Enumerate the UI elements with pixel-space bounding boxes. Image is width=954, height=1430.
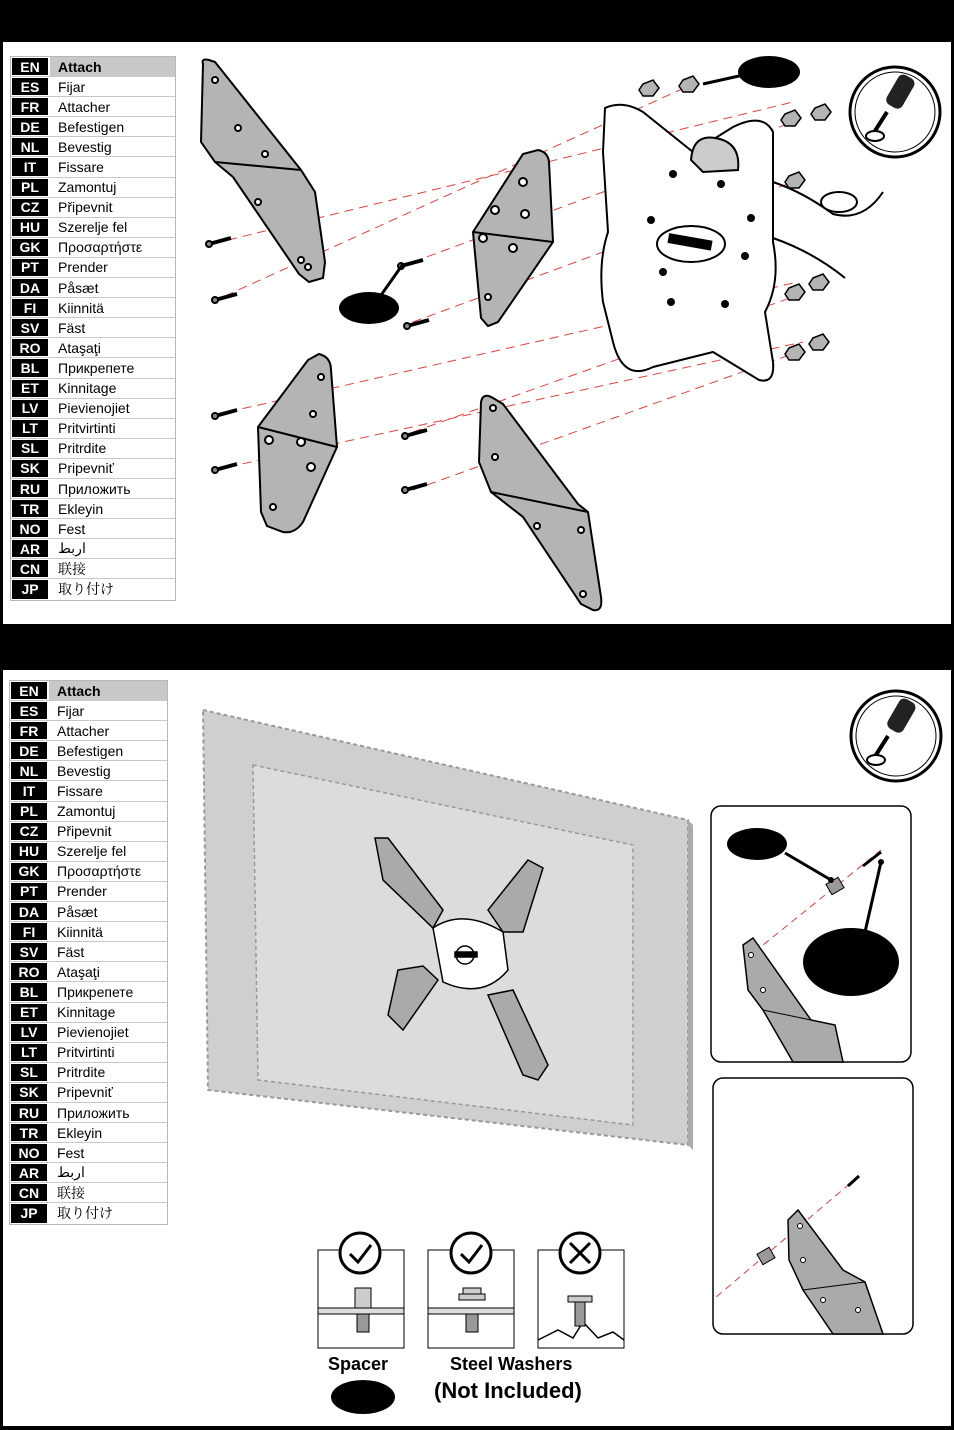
bracket-top-middle [473, 150, 553, 326]
language-code: TR [12, 500, 48, 517]
language-code: CZ [12, 199, 48, 216]
language-word: Attacher [57, 722, 110, 739]
bracket-bottom-left [258, 354, 337, 532]
callout-leader-2 [379, 264, 403, 298]
language-code: JP [12, 580, 48, 598]
language-word: Påsæt [57, 903, 98, 920]
step-panel-1 [3, 42, 951, 624]
language-code: NO [12, 520, 48, 537]
language-word: اربط [58, 540, 86, 557]
language-word: Pripevniť [57, 1084, 113, 1101]
language-word: Befestigen [57, 742, 124, 759]
language-word: Prender [57, 883, 107, 900]
language-code: FI [11, 923, 47, 940]
language-word: Bevestig [58, 138, 112, 155]
language-word: Fijar [58, 78, 86, 95]
language-word: Fest [58, 520, 86, 537]
language-code: CN [12, 560, 48, 577]
steel-washers-label: Steel Washers [450, 1354, 573, 1374]
language-word: Ataşaţi [58, 339, 101, 356]
language-word: Kiinnitä [57, 923, 103, 940]
language-word: Fissare [58, 159, 104, 176]
language-code: AR [11, 1164, 47, 1181]
detail-box-washer [713, 1078, 913, 1334]
language-code: CN [11, 1184, 47, 1201]
language-code: BL [12, 359, 48, 376]
language-code: NO [11, 1144, 47, 1161]
language-word: اربط [57, 1164, 85, 1181]
language-word: Προσαρτήστε [57, 863, 142, 880]
language-code: BL [11, 983, 47, 1000]
language-word: Attach [49, 681, 167, 700]
language-word: 联接 [58, 560, 86, 577]
language-code: PT [11, 883, 47, 900]
language-code: SV [12, 319, 48, 336]
language-code: FI [12, 299, 48, 316]
language-code: RO [11, 963, 47, 980]
language-code: LT [11, 1044, 47, 1061]
language-word: Fäst [58, 319, 86, 336]
language-word: Attacher [58, 98, 111, 115]
language-code: TR [11, 1124, 47, 1141]
language-code: AR [12, 540, 48, 557]
language-code: DA [11, 903, 47, 920]
language-code: ES [11, 702, 47, 719]
mounted-assembly-diagram [3, 670, 951, 1426]
language-word: Kinnitage [57, 1004, 116, 1021]
language-code: HU [11, 843, 47, 860]
language-word: Ekleyin [57, 1124, 103, 1141]
language-code: IT [11, 782, 47, 799]
language-code: GK [11, 863, 47, 880]
language-code: LV [11, 1024, 47, 1041]
language-word: Påsæt [58, 279, 99, 296]
language-word: Szerelje fel [58, 219, 128, 236]
language-code: HU [12, 219, 48, 236]
language-code: GK [12, 239, 48, 256]
spacer-label: Spacer [328, 1354, 389, 1374]
language-code: DE [11, 742, 47, 759]
callout-oval-nuts [738, 56, 800, 88]
language-code: DE [12, 118, 48, 135]
language-word: Приложить [57, 1104, 130, 1121]
language-code: IT [12, 158, 48, 175]
language-code: DA [12, 279, 48, 296]
not-included-label: (Not Included) [434, 1378, 582, 1403]
bracket-bottom-middle [479, 396, 601, 610]
language-word: Pritrdite [57, 1064, 106, 1081]
language-word: Kiinnitä [58, 299, 104, 316]
language-word: Pritvirtinti [57, 1044, 115, 1061]
language-code: SL [12, 440, 48, 457]
language-word: Fest [57, 1144, 85, 1161]
language-word: Prender [58, 259, 108, 276]
language-code: LT [12, 420, 48, 437]
check-circle-icon [451, 1233, 491, 1273]
exploded-assembly-diagram [3, 42, 951, 624]
language-code: EN [12, 58, 48, 75]
language-code: SV [11, 943, 47, 960]
screwdriver-icon [850, 67, 940, 157]
language-code: EN [11, 682, 47, 699]
language-word: Fissare [57, 783, 103, 800]
check-circle-icon [340, 1233, 380, 1273]
language-word: Zamontuj [57, 803, 116, 820]
language-word: Zamontuj [58, 179, 117, 196]
language-code: ES [12, 78, 48, 95]
language-word: Приложить [58, 480, 131, 497]
language-code: RU [12, 480, 48, 497]
language-code: JP [11, 1204, 47, 1222]
language-code: PL [12, 179, 48, 196]
language-word: Pripevniť [58, 460, 114, 477]
callout-oval-spacer [331, 1380, 395, 1414]
mount-plate [601, 105, 775, 381]
x-circle-icon [560, 1233, 600, 1273]
language-code: RO [12, 339, 48, 356]
language-code: PL [11, 803, 47, 820]
language-code: SL [11, 1064, 47, 1081]
language-word: Připevnit [58, 199, 113, 216]
language-word: Befestigen [58, 118, 125, 135]
language-code: NL [11, 762, 47, 779]
language-code: CZ [11, 823, 47, 840]
language-word: Pievienojiet [58, 400, 130, 417]
language-code: FR [11, 722, 47, 739]
language-word: Προσαρτήστε [58, 239, 143, 256]
language-code: ET [11, 1004, 47, 1021]
language-word: Fäst [57, 943, 85, 960]
language-code: NL [12, 138, 48, 155]
language-code: FR [12, 98, 48, 115]
language-word: Fijar [57, 702, 85, 719]
language-word: Ataşaţi [57, 963, 100, 980]
language-word: Прикрепете [57, 983, 134, 1000]
language-code: LV [12, 400, 48, 417]
language-code: PT [12, 259, 48, 276]
language-word: Bevestig [57, 762, 111, 779]
language-word: Szerelje fel [57, 843, 127, 860]
language-word: Прикрепете [58, 359, 135, 376]
callout-oval-screws [339, 292, 399, 324]
language-code: ET [12, 380, 48, 397]
language-word: Pritrdite [58, 440, 107, 457]
screwdriver-icon [851, 691, 941, 781]
language-word: Kinnitage [58, 380, 117, 397]
language-word: Attach [50, 57, 175, 76]
detail-box-spacer [711, 806, 911, 1062]
language-code: SK [12, 460, 48, 477]
bracket-top-left [201, 60, 325, 283]
language-code: SK [11, 1084, 47, 1101]
language-code: RU [11, 1104, 47, 1121]
language-word: Připevnit [57, 823, 112, 840]
language-word: Pievienojiet [57, 1024, 129, 1041]
language-word: Pritvirtinti [58, 420, 116, 437]
language-word: Ekleyin [58, 500, 104, 517]
step-panel-2 [3, 670, 951, 1426]
language-word: 联接 [57, 1184, 85, 1201]
language-word: 取り付け [58, 581, 114, 598]
language-word: 取り付け [57, 1205, 113, 1222]
